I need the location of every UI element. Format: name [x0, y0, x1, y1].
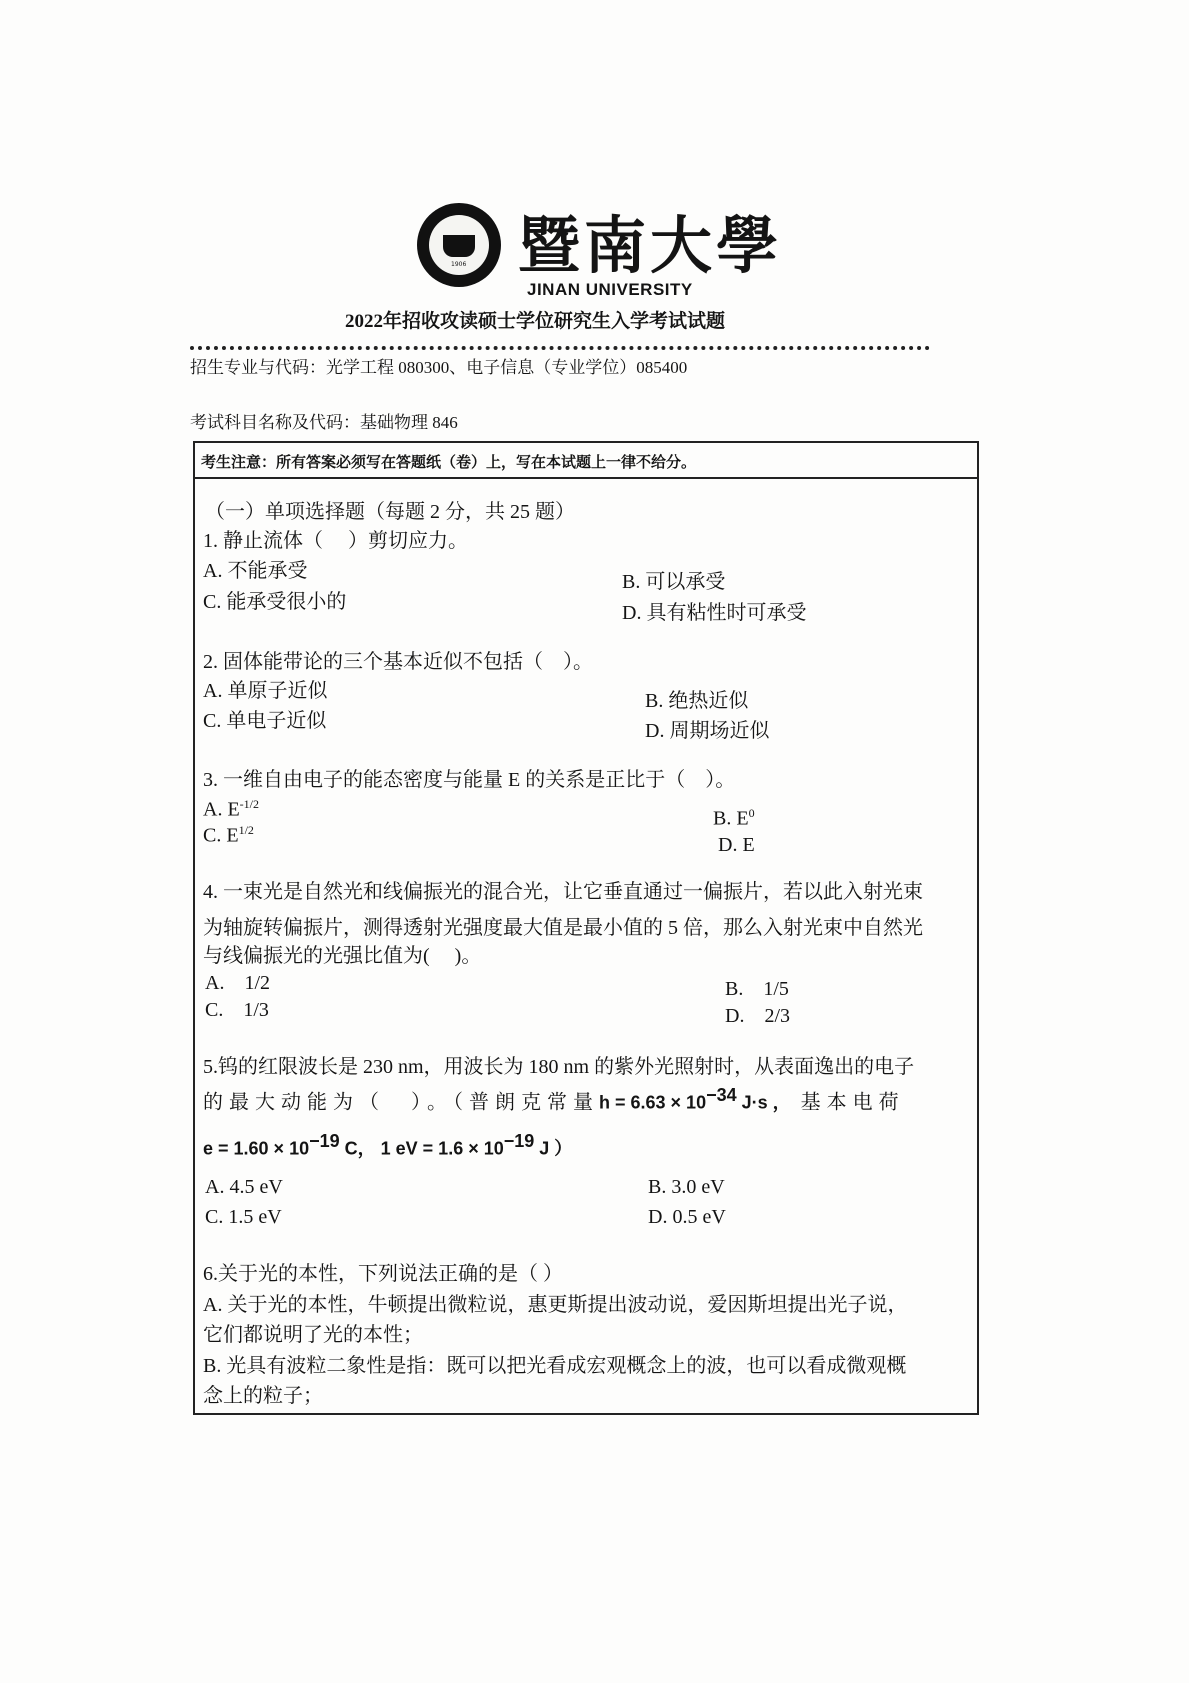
q1-option-d: D. 具有粘性时可承受: [622, 602, 807, 624]
q3-a-exponent: -1/2: [239, 797, 260, 811]
q5-line-1: 5.钨的红限波长是 230 nm，用波长为 180 nm 的紫外光照射时，从表面逸出的电子: [203, 1056, 915, 1078]
q5-option-a: A. 4.5 eV: [205, 1176, 283, 1198]
q5-planck-unit: J·s ，: [736, 1092, 791, 1113]
q5-line-2: [203, 1085, 905, 1115]
university-seal-logo: [417, 203, 501, 287]
q6-option-a-line-1: A. 关于光的本性，牛顿提出微粒说，惠更斯提出波动说，爱因斯坦提出光子说，: [203, 1294, 908, 1316]
section-heading: （一）单项选择题（每题 2 分，共 25 题）: [205, 501, 575, 523]
q3-b-exponent: 0: [748, 806, 755, 820]
q2-option-c: C. 单电子近似: [203, 710, 327, 732]
q5-line-2-text: 的最大动能为（ ）。（普朗克常量: [203, 1091, 599, 1114]
q5-ev-exp: −19: [503, 1131, 535, 1151]
q1-stem: 1. 静止流体（ ）剪切应力。: [203, 530, 468, 552]
q3-option-b: [713, 806, 755, 831]
q5-line-2-tail: 基本电荷: [800, 1091, 905, 1114]
major-code: 招生专业与代码：光学工程 080300、电子信息（专业学位）085400: [190, 358, 688, 377]
q6-option-b-line-1: B. 光具有波粒二象性是指：既可以把光看成宏观概念上的波，也可以看成微观概: [203, 1355, 907, 1377]
q5-option-d: D. 0.5 eV: [648, 1206, 726, 1228]
university-name-en: JINAN UNIVERSITY: [527, 280, 693, 299]
q3-c-exponent: 1/2: [238, 823, 254, 837]
exam-title: 2022年招收攻读硕士学位研究生入学考试试题: [345, 311, 726, 332]
seal-year: 1906: [451, 261, 467, 268]
q5-ev-unit: J ）: [534, 1138, 573, 1159]
q3-option-a: [203, 797, 259, 822]
q2-stem: 2. 固体能带论的三个基本近似不包括（ ）。: [203, 651, 593, 673]
q2-option-d: D. 周期场近似: [645, 720, 770, 742]
q5-ev: C， 1 eV = 1.6 × 10: [339, 1138, 504, 1159]
q4-option-c: C. 1/3: [205, 999, 269, 1021]
q2-option-a: A. 单原子近似: [203, 680, 328, 702]
q5-planck-exp: −34: [706, 1085, 737, 1105]
q5-planck: h = 6.63 × 10: [599, 1092, 707, 1113]
q3-a-label: A. E: [203, 798, 240, 821]
q3-option-d: D. E: [718, 834, 755, 856]
notice-row: [193, 441, 979, 479]
q6-stem: 6.关于光的本性，下列说法正确的是（ ）: [203, 1263, 563, 1285]
q1-option-b: B. 可以承受: [622, 571, 726, 593]
q3-b-label: B. E: [713, 807, 749, 830]
notice-text: 考生注意：所有答案必须写在答题纸（卷）上，写在本试题上一律不给分。: [201, 455, 697, 471]
q4-option-d: D. 2/3: [725, 1005, 790, 1027]
q5-option-c: C. 1.5 eV: [205, 1206, 282, 1228]
dotted-divider: [190, 346, 930, 350]
q4-option-a: A. 1/2: [205, 972, 270, 994]
subject-code: 考试科目名称及代码：基础物理 846: [190, 413, 458, 432]
q4-line-3: 与线偏振光的光强比值为( )。: [203, 945, 482, 967]
q5-charge: e = 1.60 × 10: [203, 1138, 310, 1159]
q3-option-c: [203, 823, 254, 848]
q1-option-a: A. 不能承受: [203, 560, 308, 582]
q5-line-3: [203, 1131, 572, 1161]
q4-line-1: 4. 一束光是自然光和线偏振光的混合光，让它垂直通过一偏振片，若以此入射光束: [203, 881, 923, 903]
q6-option-a-line-2: 它们都说明了光的本性；: [203, 1324, 423, 1346]
university-name-cn: 暨南大學: [518, 213, 783, 281]
q4-line-2: 为轴旋转偏振片，测得透射光强度最大值是最小值的 5 倍，那么入射光束中自然光: [203, 917, 923, 939]
q5-option-b: B. 3.0 eV: [648, 1176, 725, 1198]
q6-option-b-line-2: 念上的粒子；: [203, 1385, 323, 1407]
q4-option-b: B. 1/5: [725, 978, 789, 1000]
q1-option-c: C. 能承受很小的: [203, 591, 347, 613]
q5-charge-exp: −19: [309, 1131, 340, 1151]
q3-stem: 3. 一维自由电子的能态密度与能量 E 的关系是正比于（ ）。: [203, 769, 736, 791]
q2-option-b: B. 绝热近似: [645, 690, 749, 712]
q3-c-label: C. E: [203, 824, 239, 847]
